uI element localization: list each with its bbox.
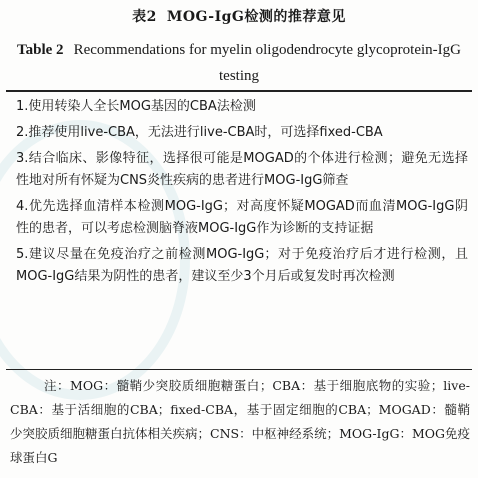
recommendation-item: 4.优先选择血清样本检测MOG-IgG；对高度怀疑MOGAD而血清MOG-IgG阴性的患者，可以考虑检测脑脊液MOG-IgG作为诊断的支持证据	[16, 199, 468, 236]
table-title-english-text: Recommendations for myelin oligodendrocyte glycoprotein-IgG testing	[73, 42, 461, 84]
recommendation-list	[16, 96, 468, 292]
recommendation-item: 1.使用转染人全长MOG基因的CBA法检测	[16, 99, 256, 114]
table-top-rule	[6, 90, 472, 92]
recommendation-item: 5.建议尽量在免疫治疗之前检测MOG-IgG；对于免疫治疗后才进行检测，且MOG-IgG结果为阴性的患者，建议至少3个月后或复发时再次检测	[16, 247, 468, 284]
table-footnote: 注：MOG：髓鞘少突胶质细胞糖蛋白；CBA：基于细胞底物的实验；live-CBA：基于活细胞的CBA；fixed-CBA，基于固定细胞的CBA；MOGAD：髓鞘少突胶质细胞糖蛋白抗体相关疾病；CNS：中枢神经系统；MOG-IgG：MOG免疫球蛋白G	[10, 378, 471, 465]
table-note-rule	[6, 369, 472, 370]
recommendation-item: 2.推荐使用live-CBA，无法进行live-CBA时，可选择fixed-CBA	[16, 125, 383, 140]
table-title-english	[0, 37, 478, 89]
recommendation-item: 3.结合临床、影像特征，选择很可能是MOGAD的个体进行检测；避免无选择性地对所有怀疑为CNS炎性疾病的患者进行MOG-IgG筛查	[16, 151, 468, 188]
table-number-chinese: 表2	[132, 9, 157, 25]
table-title-chinese	[0, 6, 478, 26]
table-number-english: Table 2	[17, 42, 64, 58]
table-title-chinese-text: MOG-IgG检测的推荐意见	[166, 9, 346, 25]
